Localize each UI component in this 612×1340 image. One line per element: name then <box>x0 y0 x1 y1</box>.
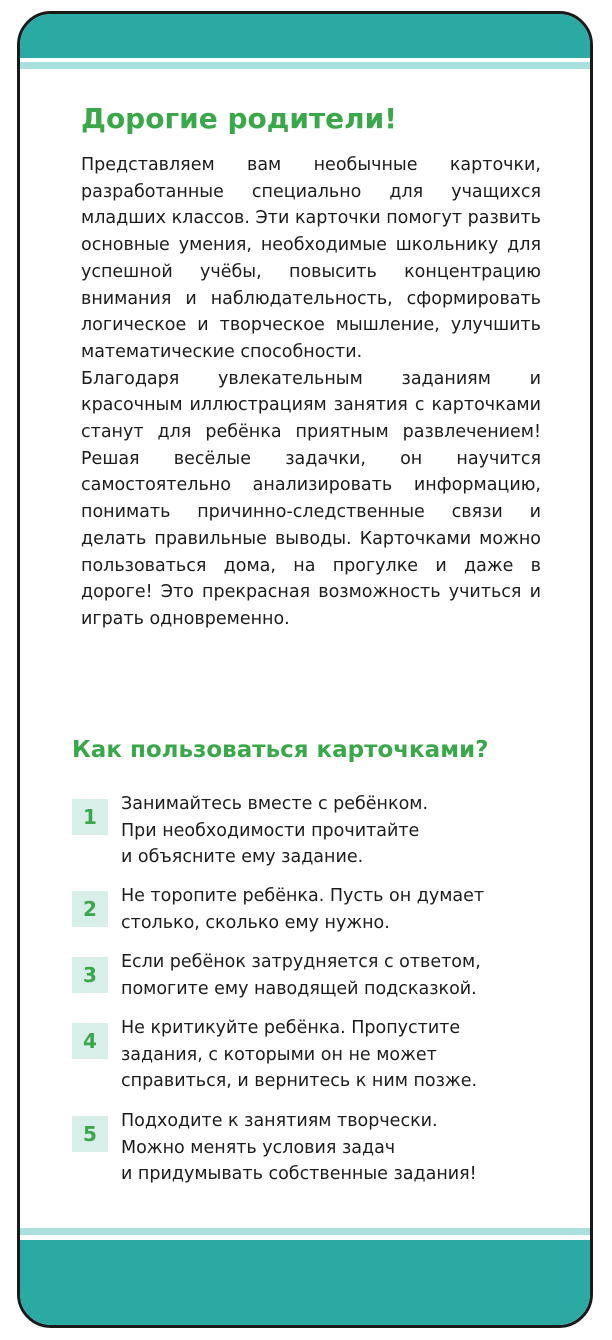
tip-number-badge: 1 <box>72 799 108 835</box>
top-band-stripe <box>20 62 590 69</box>
bottom-band-stripe <box>20 1228 590 1235</box>
tip-text: Не критикуйте ребёнка. Пропустите задания, с которыми он не может справиться, и вернитесь к ним позже. <box>121 1018 478 1091</box>
tip-number-badge: 4 <box>72 1023 108 1059</box>
tip-text: Не торопите ребёнка. Пусть он думает столько, сколько ему нужно. <box>121 886 485 933</box>
intro-text: Представляем вам необычные карточки, разработанные специально для учащихся младших классов. Эти карточки помогут развить основные умения, необходимые школьнику для успешной учёбы, повысить концентрацию внимания и наблюдательность, сформировать логическое и творческое мышление, улучшить математические способности. Благодаря увлекательным заданиям и красочным иллюстрациям занятия с карточками станут для ребёнка приятным развлечением! Решая весёлые задачки, он научится самостоятельно анализировать информацию, понимать причинно-следственные связи и делать правильные выводы. Карточками можно пользоваться дома, на прогулке и даже в дороге! Это прекрасная возможность учиться и играть одновременно. <box>81 155 541 629</box>
tip-number-badge: 5 <box>72 1116 108 1152</box>
tip-text: Подходите к занятиям творчески. Можно менять условия задач и придумывать собственные задания! <box>121 1111 477 1184</box>
bottom-band <box>20 1240 590 1328</box>
howto-title: Как пользоваться карточками? <box>72 737 489 763</box>
info-card <box>17 11 593 1328</box>
tip-text: Если ребёнок затрудняется с ответом, помогите ему наводящей подсказкой. <box>121 952 481 999</box>
top-band <box>20 14 590 58</box>
tip-number-badge: 2 <box>72 891 108 927</box>
page-title: Дорогие родители! <box>81 102 398 135</box>
tip-text: Занимайтесь вместе с ребёнком. При необходимости прочитайте и объясните ему задание. <box>121 794 429 867</box>
tip-number-badge: 3 <box>72 957 108 993</box>
